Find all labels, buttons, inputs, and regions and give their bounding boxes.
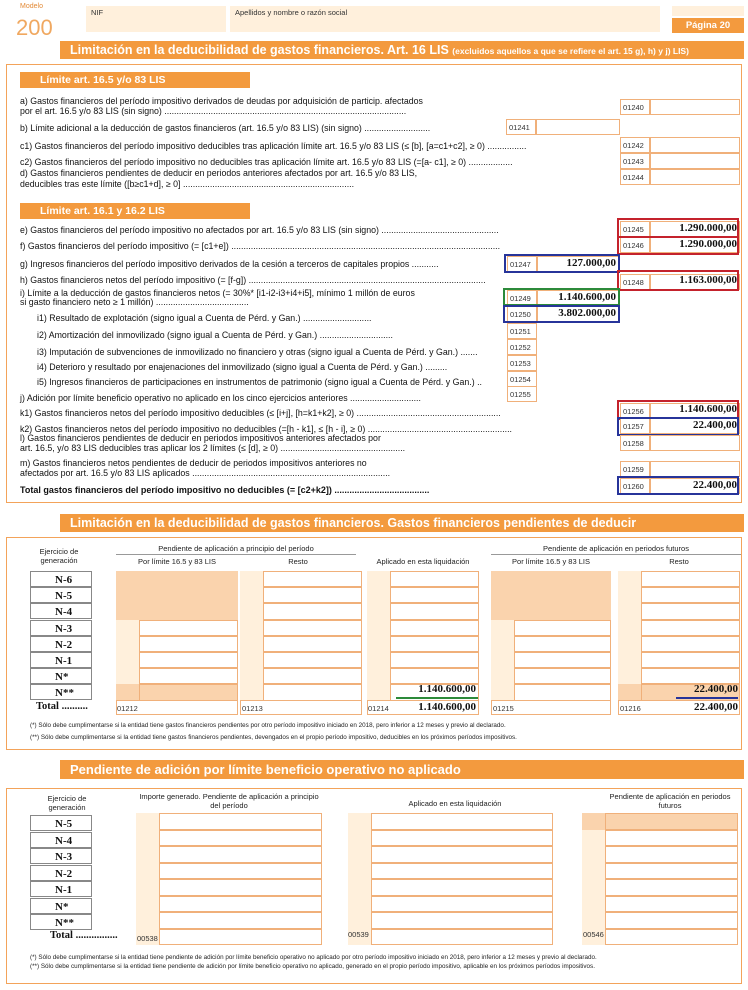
row-k2-highlight <box>617 417 739 436</box>
s2-note1: (*) Sólo debe cumplimentarse si la entidad tiene gastos financieros pendientes por otro período impositivo iniciado en 2018, pero inferior a 12 meses y previo al declarado. <box>30 722 506 729</box>
s2-cell-tab-c4-r7 <box>491 668 515 684</box>
s2-col1: Por límite 16.5 y 83 LIS <box>138 557 216 566</box>
modelo-number: 200 <box>16 15 53 40</box>
row-i1-value: 3.802.000,00 <box>558 307 616 319</box>
s3-cell-tab-c1-r1 <box>136 813 160 830</box>
row-a-text2: por el art. 16.5 y/o 83 LIS (sin signo) ................................................................................................... <box>20 106 407 116</box>
row-i-value: 1.140.600,00 <box>558 291 616 303</box>
s3-cell-tab-c2-r6 <box>348 896 372 913</box>
s2-cell-tab-c5-r8 <box>618 684 642 700</box>
s2-cell-tab-c3-r6 <box>367 652 391 668</box>
s3-year-nss: N** <box>30 914 92 930</box>
s2-group1-line <box>116 554 356 555</box>
s3-cell-tab-c1-r4 <box>136 863 160 880</box>
s3-year-n-2: N-2 <box>30 865 92 881</box>
s2-year-n-1: N-1 <box>30 652 92 668</box>
s2-year-n-6: N-6 <box>30 571 92 587</box>
s2-cell-tab-c2-r4 <box>240 620 264 636</box>
s2-code-2: 01213 <box>242 704 263 713</box>
row-c1-text: c1) Gastos financieros del período impositivo deducibles tras aplicación límite art. 16.5 y/o 83 LIS (≤ [b], [a=c1+c2], ≥ 0) ................ <box>20 141 527 151</box>
row-i2-text: i2) Amortización del inmovilizado (signo igual a Cuenta de Pérd. y Gan.) .............................. <box>37 330 393 340</box>
row-total-code: 01260 <box>620 478 650 494</box>
s2-cell-tab-c3-r7 <box>367 668 391 684</box>
s2-cell-tab-c5-r2 <box>618 587 642 603</box>
s3-cell-c1-r2[interactable] <box>136 830 322 847</box>
row-i5-text: i5) Ingresos financieros de participaciones en instrumentos de patrimonio (signo igual a Cuenta de Pérd. y Gan.) .. <box>37 377 482 387</box>
row-i5-code: 01254 <box>507 371 537 387</box>
s3-year-n-3: N-3 <box>30 848 92 864</box>
s2-applied-nss: 1.140.600,00 <box>418 683 476 695</box>
row-i3-code: 01252 <box>507 339 537 355</box>
s2-future-rest-nss-underline <box>676 697 738 699</box>
row-e-code: 01245 <box>620 221 650 237</box>
row-i1-code: 01250 <box>507 306 537 322</box>
s3-year-n-5: N-5 <box>30 815 92 831</box>
row-total-value: 22.400,00 <box>693 479 737 491</box>
s3-cell-c1-r5[interactable] <box>136 879 322 896</box>
s2-future-rest-nss: 22.400,00 <box>694 683 738 695</box>
section2-header: Limitación en la deducibilidad de gastos financieros. Gastos financieros pendientes de deducir <box>60 514 744 532</box>
s2-col3: Aplicado en esta liquidación <box>376 557 470 566</box>
row-c2-field[interactable] <box>650 153 740 169</box>
s2-cell-tab-c3-r2 <box>367 587 391 603</box>
s3-year-n-4: N-4 <box>30 832 92 848</box>
s3-cell-tab-c2-r4 <box>348 863 372 880</box>
row-h-text: h) Gastos financieros netos del período impositivo (= [f-g]) ................................................................................................. <box>20 275 486 285</box>
s2-cell-tab-c5-r6 <box>618 652 642 668</box>
row-m-text2: afectados por art. 16.5 y/o 83 LIS aplicados ................................................................................. <box>20 468 391 478</box>
s2-year-n-5: N-5 <box>30 587 92 603</box>
s3-cell-tab-c2-r2 <box>348 830 372 847</box>
header-bar <box>0 0 748 40</box>
s2-total-applied: 1.140.600,00 <box>418 701 476 713</box>
row-d-code: 01244 <box>620 169 650 185</box>
s3-cell-c2-r4[interactable] <box>348 863 553 880</box>
row-f-code: 01246 <box>620 237 650 253</box>
s3-cell-c1-r4[interactable] <box>136 863 322 880</box>
s2-code-4: 01215 <box>493 704 514 713</box>
s2-cell-tab-c5-r4 <box>618 620 642 636</box>
row-total-text: Total gastos financieros del período impositivo no deducibles (= [c2+k2]) ...................................... <box>20 485 430 495</box>
s3-cell-c2-r6[interactable] <box>348 896 553 913</box>
s3-col2: Aplicado en esta liquidación <box>408 799 502 808</box>
s2-group2: Pendiente de aplicación en periodos futuros <box>543 544 689 553</box>
row-c1-code: 01242 <box>620 137 650 153</box>
row-l-text1: l) Gastos financieros pendientes de deducir en periodos impositivos anteriores afectados por <box>20 433 381 443</box>
s2-cell-tab-c5-r7 <box>618 668 642 684</box>
s3-cell-tab-c1-r5 <box>136 879 160 896</box>
s3-cell-tab-c3-r4 <box>582 863 606 880</box>
s3-cell-tab-c3-r1 <box>582 813 606 830</box>
s2-year-ns: N* <box>30 668 92 684</box>
row-b-code: 01241 <box>506 119 536 135</box>
s2-cell-tab-c4-r4 <box>491 620 515 636</box>
row-k2-value: 22.400,00 <box>693 419 737 431</box>
section1-header <box>60 41 744 59</box>
s2-applied-nss-underline <box>396 697 478 699</box>
row-k1-text: k1) Gastos financieros netos del período impositivo deducibles (≤ [i+j], [h=k1+k2], ≥ 0) ........................................................... <box>20 408 501 418</box>
s3-cell-tab-c1-r3 <box>136 846 160 863</box>
s2-cell-tab-c4-r5 <box>491 636 515 652</box>
s3-cell-tab-c2-r1 <box>348 813 372 830</box>
s2-cell-tab-c2-r5 <box>240 636 264 652</box>
row-c2-code: 01243 <box>620 153 650 169</box>
row-i-code: 01249 <box>507 290 537 306</box>
s2-cell-tab-c2-r3 <box>240 603 264 619</box>
s2-cell-tab-c2-r7 <box>240 668 264 684</box>
s3-col1: Importe generado. Pendiente de aplicación a principio del período <box>139 792 319 810</box>
row-m-code: 01259 <box>620 461 650 477</box>
row-g-highlight <box>504 254 620 273</box>
s2-total-future-rest: 22.400,00 <box>694 701 738 713</box>
s2-col2: Resto <box>288 557 308 566</box>
page-box-top <box>672 6 744 16</box>
s2-cell-tab-c3-r8 <box>367 684 391 700</box>
section1-title: Limitación en la deducibilidad de gastos financieros. Art. 16 LIS <box>70 43 449 57</box>
row-i-highlight <box>503 288 620 306</box>
row-h-code: 01248 <box>620 274 650 290</box>
s2-year-n-2: N-2 <box>30 636 92 652</box>
s3-cell-tab-c2-r3 <box>348 846 372 863</box>
s2-code-3: 01214 <box>368 704 389 713</box>
s3-cell-tab-c3-r7 <box>582 912 606 929</box>
s3-cell-c2-r2[interactable] <box>348 830 553 847</box>
row-i3-text: i3) Imputación de subvenciones de inmovilizado no financiero y otras (signo igual a Cuenta de Pérd. y Gan.) ....... <box>37 347 478 357</box>
row-f-text: f) Gastos financieros del período impositivo (= [c1+e]) .............................................................................................................. <box>20 241 501 251</box>
s2-cell-tab-c1-r7 <box>116 668 140 684</box>
s2-cell-tab-c3-r4 <box>367 620 391 636</box>
row-i-text2: si gasto financiero neto ≥ 1 millón) ...................................... <box>20 297 249 307</box>
s2-group2-line <box>491 554 741 555</box>
row-d-field[interactable] <box>650 169 740 185</box>
s3-year-n-1: N-1 <box>30 881 92 897</box>
s3-note1: (*) Sólo debe cumplimentarse si la entidad tiene pendiente de adición por límite beneficio operativo no aplicado por otro período impositivo iniciado en 2018, pero inferior a 12 meses y previo al declarado. <box>30 954 597 961</box>
s2-cell-tab-c1-r5 <box>116 636 140 652</box>
s3-cell-c2-r7[interactable] <box>348 912 553 929</box>
row-l-field[interactable] <box>650 435 740 451</box>
s2-cell-tab-c2-r2 <box>240 587 264 603</box>
s3-note2: (**) Sólo debe cumplimentarse si la entidad tiene pendiente de adición por límite beneficio operativo no aplicado, generado en el propio período impositivo, aplicable en los próximos períodos impositivos. <box>30 963 595 970</box>
s2-cell-tab-c3-r5 <box>367 636 391 652</box>
row-g-code: 01247 <box>507 256 537 272</box>
s3-cell-c2-r1[interactable] <box>348 813 553 830</box>
s3-cell-tab-c1-r2 <box>136 830 160 847</box>
row-i1-highlight <box>503 305 620 323</box>
s3-total-label: Total ................ <box>50 930 118 941</box>
s2-cell-tab-c4-r8 <box>491 684 515 700</box>
s3-code-1: 00538 <box>137 934 158 943</box>
s3-cell-c2-r3[interactable] <box>348 846 553 863</box>
row-i2-code: 01251 <box>507 323 537 339</box>
row-a-text1: a) Gastos financieros del período impositivo derivados de deudas por adquisición de particip. afectados <box>20 96 423 106</box>
row-h-highlight <box>617 270 739 291</box>
s3-cell-c1-r3[interactable] <box>136 846 322 863</box>
s3-col3: Pendiente de aplicación en periodos futuros <box>609 792 731 810</box>
row-e-highlight <box>617 218 739 238</box>
s2-cell-tab-c5-r3 <box>618 603 642 619</box>
s2-col4: Por límite 16.5 y 83 LIS <box>512 557 590 566</box>
s3-year-ns: N* <box>30 898 92 914</box>
s3-cell-c2-r5[interactable] <box>348 879 553 896</box>
row-k2-code: 01257 <box>620 418 650 434</box>
section3-header: Pendiente de adición por límite beneficio operativo no aplicado <box>60 760 744 779</box>
s2-year-n-3: N-3 <box>30 620 92 636</box>
page-label: Página 20 <box>672 18 744 33</box>
row-l-text2: art. 16.5, y/o 83 LIS deducibles tras aplicar los 2 límites (≤ [d], ≥ 0) ................................................... <box>20 443 406 453</box>
sub2-title: Límite art. 16.1 y 16.2 LIS <box>20 203 250 219</box>
row-d-text1: d) Gastos financieros pendientes de deducir en periodos anteriores afectados por art. 16.5 y/o 83 LIS, <box>20 168 418 178</box>
row-e-value: 1.290.000,00 <box>679 222 737 234</box>
s2-cell-tab-c5-r5 <box>618 636 642 652</box>
s2-col-year: Ejercicio de generación <box>39 547 79 565</box>
nif-label: NIF <box>91 8 104 17</box>
s2-code-5: 01216 <box>620 704 641 713</box>
s3-code-3: 00546 <box>583 930 604 939</box>
s3-col-year: Ejercicio de generación <box>47 794 87 812</box>
s3-cell-tab-c1-r6 <box>136 896 160 913</box>
row-e-text: e) Gastos financieros del período impositivo no afectados por art. 16.5 y/o 83 LIS (sin signo) ................................................ <box>20 225 499 235</box>
s3-cell-c1-r8[interactable] <box>136 929 322 946</box>
sub1-title: Límite art. 16.5 y/o 83 LIS <box>20 72 250 88</box>
row-a-field[interactable] <box>650 99 740 115</box>
row-i4-code: 01253 <box>507 355 537 371</box>
s2-peach-block-1 <box>116 571 238 620</box>
row-b-text: b) Límite adicional a la deducción de gastos financieros (art. 16.5 y/o 83 LIS) (sin signo) ........................... <box>20 123 431 133</box>
row-i4-text: i4) Deterioro y resultado por enajenaciones del inmovilizado (signo igual a Cuenta de Pérd. y Gan.) ......... <box>37 362 448 372</box>
s3-cell-tab-c3-r3 <box>582 846 606 863</box>
row-total-highlight <box>617 476 739 495</box>
row-i1-text: i1) Resultado de explotación (signo igual a Cuenta de Pérd. y Gan.) ............................ <box>37 313 372 323</box>
row-m-text1: m) Gastos financieros netos pendientes de deducir de periodos impositivos anteriores no <box>20 458 367 468</box>
s3-cell-tab-c3-r5 <box>582 879 606 896</box>
nif-field[interactable] <box>86 6 226 32</box>
s3-cell-c1-r7[interactable] <box>136 912 322 929</box>
s3-cell-tab-c2-r5 <box>348 879 372 896</box>
s3-code-2: 00539 <box>348 930 369 939</box>
s2-group1: Pendiente de aplicación a principio del período <box>158 544 314 553</box>
row-c2-text: c2) Gastos financieros del período impositivo no deducibles tras aplicación límite art. 16.5 y/o 83 LIS (=[a- c1], ≥ 0) .................. <box>20 157 513 167</box>
s2-cell-tab-c5-r1 <box>618 571 642 587</box>
s2-year-nss: N** <box>30 684 92 700</box>
s3-cell-c1-r6[interactable] <box>136 896 322 913</box>
s2-cell-tab-c3-r1 <box>367 571 391 587</box>
s3-cell-tab-c3-r6 <box>582 896 606 913</box>
row-m-field[interactable] <box>650 461 740 477</box>
row-b-field[interactable] <box>536 119 620 135</box>
s2-cell-tab-c1-r6 <box>116 652 140 668</box>
s3-cell-tab-c2-r7 <box>348 912 372 929</box>
s2-total-label: Total .......... <box>36 701 88 712</box>
row-f-highlight <box>617 236 739 255</box>
s2-peach-block-4 <box>491 571 611 620</box>
row-g-value: 127.000,00 <box>566 257 616 269</box>
row-h-value: 1.163.000,00 <box>679 274 737 286</box>
s3-cell-tab-c1-r7 <box>136 912 160 929</box>
row-i-text1: i) Límite a la deducción de gastos financieros netos (= 30%* [i1-i2-i3+i4+i5], mínimo 1 millón de euros <box>20 288 415 298</box>
s2-cell-tab-c1-r8 <box>116 684 140 700</box>
s2-cell-tab-c3-r3 <box>367 603 391 619</box>
s3-cell-c2-r8[interactable] <box>348 929 553 946</box>
s3-cell-c1-r1[interactable] <box>136 813 322 830</box>
s2-cell-tab-c2-r1 <box>240 571 264 587</box>
modelo-label: Modelo <box>20 3 43 10</box>
s2-cell-tab-c2-r8 <box>240 684 264 700</box>
row-k1-value: 1.140.600,00 <box>679 403 737 415</box>
row-k1-code: 01256 <box>620 403 650 419</box>
row-k2-text: k2) Gastos financieros netos del período impositivo no deducibles (=[h - k1], ≤ [h - i], ≥ 0) ........................................................... <box>20 424 512 434</box>
s2-cell-tab-c1-r4 <box>116 620 140 636</box>
row-f-value: 1.290.000,00 <box>679 238 737 250</box>
s3-cell-tab-c3-r2 <box>582 830 606 847</box>
row-j-text: j) Adición por límite beneficio operativo no aplicado en los cinco ejercicios anteriores ............................. <box>20 393 421 403</box>
s2-note2: (**) Sólo debe cumplimentarse si la entidad tiene gastos financieros pendientes, devengados en el propio período impositivo, deducibles en los próximos períodos impositivos. <box>30 734 517 741</box>
row-d-text2: deducibles tras este límite ([b≥c1+d], ≥ 0] ...................................................................... <box>20 179 355 189</box>
row-g-text: g) Ingresos financieros del período impositivo derivados de la cesión a terceros de capitales propios ........... <box>20 259 439 269</box>
s2-code-1: 01212 <box>117 704 138 713</box>
row-j-code: 01255 <box>507 386 537 402</box>
s2-year-n-4: N-4 <box>30 603 92 619</box>
row-c1-field[interactable] <box>650 137 740 153</box>
s2-col5: Resto <box>669 557 689 566</box>
s2-cell-tab-c4-r6 <box>491 652 515 668</box>
name-label: Apellidos y nombre o razón social <box>235 8 348 17</box>
section1-title-note: (excluidos aquellos a que se refiere el art. 15 g), h) y j) LIS) <box>452 46 689 56</box>
row-l-code: 01258 <box>620 435 650 451</box>
s2-cell-tab-c2-r6 <box>240 652 264 668</box>
row-a-code: 01240 <box>620 99 650 115</box>
